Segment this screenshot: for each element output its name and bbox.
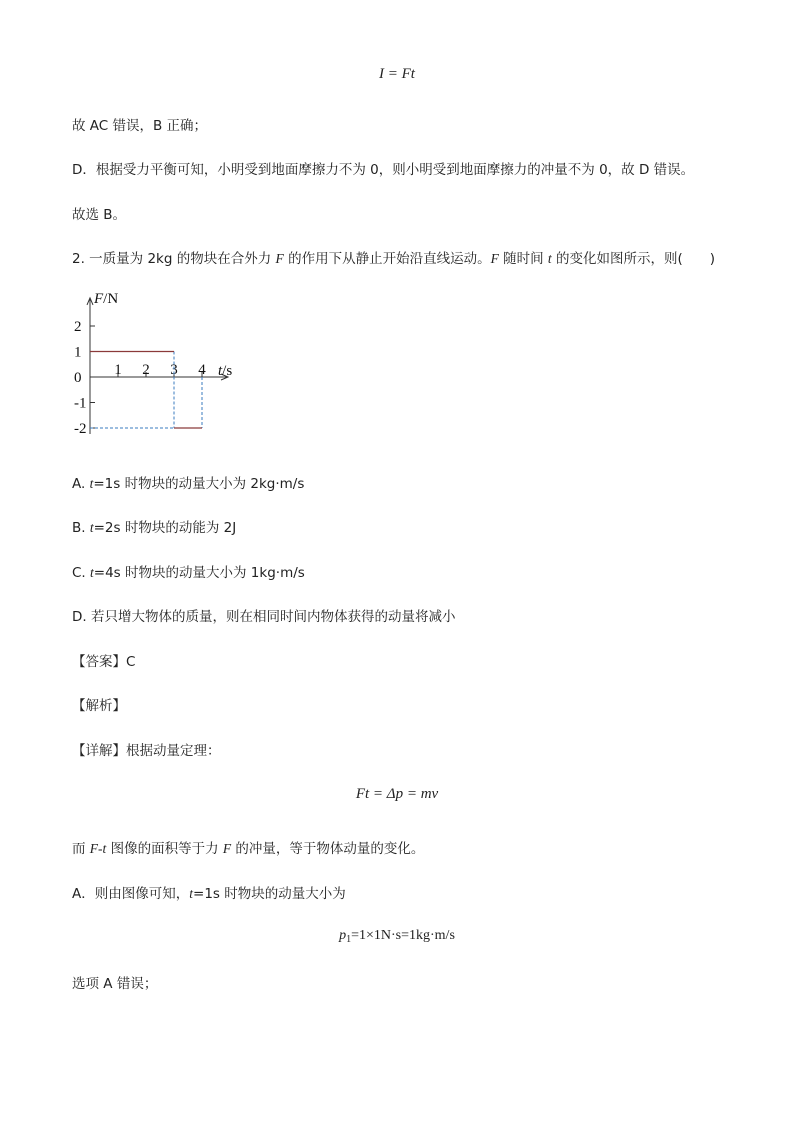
option-letter: A.: [72, 476, 90, 492]
part-a-explanation: [72, 882, 346, 902]
option-letter: C.: [72, 565, 91, 581]
explain-mid: 图像的面积等于力: [106, 841, 223, 857]
x-tick-label: 1: [114, 362, 122, 378]
question-mid1: 的作用下从静止开始沿直线运动。: [283, 251, 491, 267]
formula-momentum-theorem: Ft = Δp = mv: [355, 786, 439, 802]
prev-explanation-d: D．根据受力平衡可知，小明受到地面摩擦力不为 0，则小明受到地面摩擦力的冲量不为 0，故 D 错误。: [72, 162, 695, 178]
question-prefix: 2. 一质量为 2kg 的物块在合外力: [72, 251, 276, 267]
y-tick-label: 0: [74, 370, 82, 386]
var-t: t: [547, 251, 552, 266]
force-time-graph: [72, 285, 292, 445]
x-axis-label: t/s: [218, 363, 233, 379]
explanation: [72, 837, 424, 857]
question-suffix: 的变化如图所示，则( ): [551, 251, 716, 267]
question-2-stem: [72, 247, 715, 267]
option-d[interactable]: [72, 605, 455, 625]
detail-heading: 【详解】根据动量定理：: [72, 743, 221, 759]
var-t: t: [89, 520, 94, 535]
var-F: F: [490, 251, 499, 266]
formula-impulse: I = Ft: [379, 66, 415, 82]
option-text: 若只增大物体的质量，则在相同时间内物体获得的动量将减小: [90, 609, 456, 625]
prev-choice: 故选 B。: [72, 207, 127, 223]
option-a[interactable]: [72, 472, 304, 492]
var-F: F: [275, 251, 284, 266]
var-t: t: [189, 886, 194, 901]
x-tick-label: 2: [142, 362, 150, 378]
x-tick-label: 3: [170, 362, 178, 378]
analysis-heading: 【解析】: [72, 698, 126, 714]
var-Ft: F-t: [89, 841, 107, 856]
option-a-conclusion: 选项 A 错误；: [72, 976, 158, 992]
option-text: =2s 时物块的动能为 2J: [93, 520, 237, 536]
option-c[interactable]: [72, 561, 305, 581]
var-t: t: [89, 476, 94, 491]
y-tick-label: -2: [74, 421, 87, 437]
y-axis-label: F/N: [94, 290, 119, 307]
option-b[interactable]: [72, 516, 236, 536]
formula-p1: [0, 928, 794, 945]
explain-post: 的冲量，等于物体动量的变化。: [231, 841, 425, 857]
part-a-post: =1s 时物块的动量大小为: [193, 886, 346, 902]
var-p: p: [339, 928, 347, 943]
option-letter: B.: [72, 520, 90, 536]
part-a-pre: A．则由图像可知，: [72, 886, 190, 902]
y-tick-label: 1: [74, 344, 82, 361]
subscript: 1: [346, 934, 352, 945]
var-t: t: [90, 565, 94, 580]
prev-conclusion-ac: 故 AC 错误，B 正确；: [72, 118, 208, 134]
y-tick-label: 2: [74, 319, 82, 335]
y-tick-label: -1: [74, 395, 87, 412]
option-text: =1s 时物块的动量大小为 2kg·m/s: [93, 476, 305, 492]
question-mid2: 随时间: [498, 251, 548, 267]
formula-rest: =1×1N·s=1kg·m/s: [351, 928, 455, 943]
option-text: =4s 时物块的动量大小为 1kg·m/s: [93, 565, 305, 581]
explain-pre: 而: [72, 841, 90, 857]
var-F: F: [222, 841, 232, 856]
option-letter: D.: [72, 609, 91, 625]
x-tick-label: 4: [198, 362, 206, 378]
answer: 【答案】C: [72, 654, 136, 670]
